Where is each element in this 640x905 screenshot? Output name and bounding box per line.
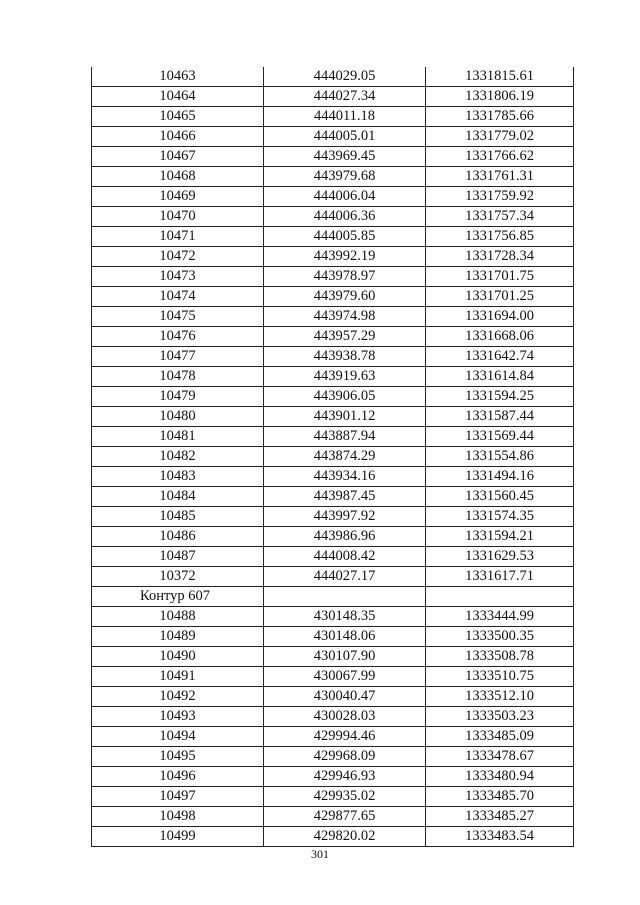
y-coordinate-cell: 1331569.44 (426, 427, 574, 447)
point-number-cell: 10483 (92, 467, 264, 487)
table-row (92, 707, 574, 727)
table-row (92, 227, 574, 247)
y-coordinate-cell: 1331701.25 (426, 287, 574, 307)
y-coordinate-cell: 1333478.67 (426, 747, 574, 767)
x-coordinate-cell: 444027.17 (264, 567, 426, 587)
table-row (92, 747, 574, 767)
table-row (92, 487, 574, 507)
point-number-cell: 10479 (92, 387, 264, 407)
point-number-cell: 10494 (92, 727, 264, 747)
point-number-cell: 10468 (92, 167, 264, 187)
x-coordinate-cell: 430028.03 (264, 707, 426, 727)
x-coordinate-cell: 443979.60 (264, 287, 426, 307)
y-coordinate-cell: 1331594.25 (426, 387, 574, 407)
y-coordinate-cell: 1331587.44 (426, 407, 574, 427)
point-number-cell: 10493 (92, 707, 264, 727)
table-row (92, 807, 574, 827)
y-coordinate-cell: 1331617.71 (426, 567, 574, 587)
table-row (92, 87, 574, 107)
point-number-cell: 10492 (92, 687, 264, 707)
y-coordinate-cell: 1331574.35 (426, 507, 574, 527)
x-coordinate-cell: 444008.42 (264, 547, 426, 567)
point-number-cell: 10464 (92, 87, 264, 107)
x-coordinate-cell: 443938.78 (264, 347, 426, 367)
table-row (92, 147, 574, 167)
y-coordinate-cell: 1331806.19 (426, 87, 574, 107)
contour-header-row (92, 587, 574, 607)
point-number-cell: 10498 (92, 807, 264, 827)
table-row (92, 67, 574, 87)
x-coordinate-cell: 444006.36 (264, 207, 426, 227)
x-coordinate-cell: 430107.90 (264, 647, 426, 667)
y-coordinate-cell: 1331815.61 (426, 67, 574, 87)
y-coordinate-cell: 1331728.34 (426, 247, 574, 267)
point-number-cell: 10491 (92, 667, 264, 687)
x-coordinate-cell: 443919.63 (264, 367, 426, 387)
point-number-cell: 10480 (92, 407, 264, 427)
point-number-cell: 10478 (92, 367, 264, 387)
x-coordinate-cell: 444005.01 (264, 127, 426, 147)
point-number-cell: 10472 (92, 247, 264, 267)
y-coordinate-cell: 1331756.85 (426, 227, 574, 247)
y-coordinate-cell: 1331614.84 (426, 367, 574, 387)
point-number-cell: 10474 (92, 287, 264, 307)
point-number-cell: 10490 (92, 647, 264, 667)
y-coordinate-cell: 1331694.00 (426, 307, 574, 327)
point-number-cell: 10469 (92, 187, 264, 207)
x-coordinate-cell: 444005.85 (264, 227, 426, 247)
table-row (92, 567, 574, 587)
x-coordinate-cell: 444006.04 (264, 187, 426, 207)
point-number-cell: 10484 (92, 487, 264, 507)
x-coordinate-cell: 443874.29 (264, 447, 426, 467)
y-coordinate-cell: 1331701.75 (426, 267, 574, 287)
table-row (92, 247, 574, 267)
table-row (92, 787, 574, 807)
y-coordinate-cell: 1331629.53 (426, 547, 574, 567)
y-coordinate-cell: 1331594.21 (426, 527, 574, 547)
y-coordinate-cell: 1331757.34 (426, 207, 574, 227)
x-coordinate-cell: 443974.98 (264, 307, 426, 327)
x-coordinate-cell: 444011.18 (264, 107, 426, 127)
point-number-cell: 10495 (92, 747, 264, 767)
y-coordinate-cell: 1331554.86 (426, 447, 574, 467)
coordinates-table (91, 67, 574, 847)
point-number-cell: 10476 (92, 327, 264, 347)
x-coordinate-cell: 430148.35 (264, 607, 426, 627)
point-number-cell: 10489 (92, 627, 264, 647)
x-coordinate-cell: 429877.65 (264, 807, 426, 827)
empty-cell (426, 587, 574, 607)
table-row (92, 827, 574, 847)
y-coordinate-cell: 1331785.66 (426, 107, 574, 127)
point-number-cell: 10482 (92, 447, 264, 467)
x-coordinate-cell: 443992.19 (264, 247, 426, 267)
x-coordinate-cell: 443887.94 (264, 427, 426, 447)
table-row (92, 367, 574, 387)
x-coordinate-cell: 430040.47 (264, 687, 426, 707)
y-coordinate-cell: 1333500.35 (426, 627, 574, 647)
point-number-cell: 10470 (92, 207, 264, 227)
table-row (92, 647, 574, 667)
table-row (92, 687, 574, 707)
y-coordinate-cell: 1331759.92 (426, 187, 574, 207)
y-coordinate-cell: 1331761.31 (426, 167, 574, 187)
y-coordinate-cell: 1331779.02 (426, 127, 574, 147)
table-row (92, 527, 574, 547)
table-row (92, 307, 574, 327)
empty-cell (264, 587, 426, 607)
x-coordinate-cell: 443906.05 (264, 387, 426, 407)
table-row (92, 767, 574, 787)
contour-label: Контур 607 (92, 587, 264, 607)
y-coordinate-cell: 1333503.23 (426, 707, 574, 727)
y-coordinate-cell: 1333480.94 (426, 767, 574, 787)
y-coordinate-cell: 1333485.27 (426, 807, 574, 827)
table-row (92, 387, 574, 407)
point-number-cell: 10497 (92, 787, 264, 807)
y-coordinate-cell: 1333512.10 (426, 687, 574, 707)
table-row (92, 187, 574, 207)
point-number-cell: 10496 (92, 767, 264, 787)
x-coordinate-cell: 443969.45 (264, 147, 426, 167)
table-row (92, 267, 574, 287)
point-number-cell: 10486 (92, 527, 264, 547)
table-row (92, 427, 574, 447)
table-row (92, 127, 574, 147)
point-number-cell: 10475 (92, 307, 264, 327)
table-row (92, 667, 574, 687)
point-number-cell: 10499 (92, 827, 264, 847)
y-coordinate-cell: 1333444.99 (426, 607, 574, 627)
table-row (92, 107, 574, 127)
x-coordinate-cell: 443978.97 (264, 267, 426, 287)
x-coordinate-cell: 429968.09 (264, 747, 426, 767)
point-number-cell: 10488 (92, 607, 264, 627)
x-coordinate-cell: 443934.16 (264, 467, 426, 487)
table-row (92, 347, 574, 367)
point-number-cell: 10466 (92, 127, 264, 147)
y-coordinate-cell: 1331494.16 (426, 467, 574, 487)
table-row (92, 627, 574, 647)
y-coordinate-cell: 1333508.78 (426, 647, 574, 667)
point-number-cell: 10463 (92, 67, 264, 87)
x-coordinate-cell: 429820.02 (264, 827, 426, 847)
table-row (92, 447, 574, 467)
table-row (92, 727, 574, 747)
point-number-cell: 10477 (92, 347, 264, 367)
page-number: 301 (311, 847, 329, 861)
x-coordinate-cell: 443979.68 (264, 167, 426, 187)
point-number-cell: 10473 (92, 267, 264, 287)
table-row (92, 327, 574, 347)
table-row (92, 507, 574, 527)
coordinates-table-body (92, 67, 574, 847)
x-coordinate-cell: 443901.12 (264, 407, 426, 427)
x-coordinate-cell: 429935.02 (264, 787, 426, 807)
x-coordinate-cell: 444027.34 (264, 87, 426, 107)
x-coordinate-cell: 429994.46 (264, 727, 426, 747)
y-coordinate-cell: 1333485.09 (426, 727, 574, 747)
table-row (92, 547, 574, 567)
point-number-cell: 10471 (92, 227, 264, 247)
x-coordinate-cell: 429946.93 (264, 767, 426, 787)
point-number-cell: 10465 (92, 107, 264, 127)
y-coordinate-cell: 1333485.70 (426, 787, 574, 807)
table-row (92, 467, 574, 487)
table-row (92, 207, 574, 227)
y-coordinate-cell: 1331642.74 (426, 347, 574, 367)
y-coordinate-cell: 1331766.62 (426, 147, 574, 167)
point-number-cell: 10481 (92, 427, 264, 447)
x-coordinate-cell: 443987.45 (264, 487, 426, 507)
table-row (92, 607, 574, 627)
point-number-cell: 10485 (92, 507, 264, 527)
point-number-cell: 10372 (92, 567, 264, 587)
table-row (92, 287, 574, 307)
x-coordinate-cell: 443986.96 (264, 527, 426, 547)
x-coordinate-cell: 430148.06 (264, 627, 426, 647)
y-coordinate-cell: 1333483.54 (426, 827, 574, 847)
x-coordinate-cell: 443997.92 (264, 507, 426, 527)
y-coordinate-cell: 1331560.45 (426, 487, 574, 507)
table-row (92, 167, 574, 187)
point-number-cell: 10467 (92, 147, 264, 167)
x-coordinate-cell: 444029.05 (264, 67, 426, 87)
point-number-cell: 10487 (92, 547, 264, 567)
x-coordinate-cell: 430067.99 (264, 667, 426, 687)
y-coordinate-cell: 1333510.75 (426, 667, 574, 687)
y-coordinate-cell: 1331668.06 (426, 327, 574, 347)
table-row (92, 407, 574, 427)
x-coordinate-cell: 443957.29 (264, 327, 426, 347)
